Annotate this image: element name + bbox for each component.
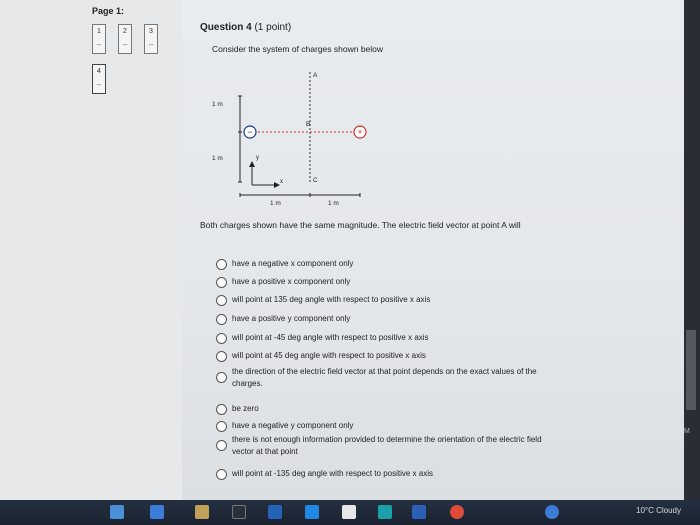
chrome-icon[interactable] [450, 505, 464, 519]
option-label: be zero [232, 404, 259, 413]
dist-bottom-left: 1 m [270, 200, 281, 207]
question-nav-status: -- [96, 82, 102, 89]
option-label: there is not enough information provided to determine the orientation of the electric field vector at that point [232, 435, 542, 456]
radio-button[interactable] [216, 314, 227, 325]
radio-button[interactable] [216, 421, 227, 432]
option-label: will point at -45 deg angle with respect to positive x axis [232, 333, 429, 342]
weather-widget[interactable]: 10°C Cloudy [636, 506, 681, 515]
app-icon[interactable] [378, 505, 392, 519]
dist-bottom-right: 1 m [328, 200, 339, 207]
option-label: have a positive x component only [232, 277, 351, 286]
question-nav-number: 4 [97, 68, 101, 75]
side-mini-text: M [684, 428, 690, 435]
radio-button[interactable] [216, 440, 227, 451]
option-label: will point at -135 deg angle with respect to positive x axis [232, 469, 433, 478]
store-icon[interactable] [268, 505, 282, 519]
radio-button[interactable] [216, 295, 227, 306]
question-points: (1 point) [254, 22, 292, 33]
question-nav-3[interactable] [144, 24, 158, 54]
question-nav-panel [0, 0, 182, 500]
page-label: Page 1: [92, 6, 125, 16]
label-B: B [306, 121, 311, 128]
option-label: have a negative x component only [232, 259, 354, 268]
question-nav-number: 1 [97, 28, 101, 35]
mail-icon[interactable] [305, 505, 319, 519]
negative-charge-sign: − [247, 127, 253, 137]
question-prompt: Consider the system of charges shown below [212, 44, 384, 54]
option-label: will point at 135 deg angle with respect to positive x axis [232, 295, 431, 304]
tray-icon[interactable] [545, 505, 559, 519]
radio-button[interactable] [216, 469, 227, 480]
file-explorer-icon[interactable] [110, 505, 124, 519]
scrollbar-thumb[interactable] [686, 330, 696, 410]
option-label: will point at 45 deg angle with respect to positive x axis [232, 351, 426, 360]
option-label: have a positive y component only [232, 314, 351, 323]
question-nav-number: 2 [123, 28, 127, 35]
document-icon[interactable] [342, 505, 356, 519]
option-label: have a negative y component only [232, 421, 354, 430]
dist-top: 1 m [212, 101, 223, 108]
radio-button[interactable] [216, 351, 227, 362]
question-nav-status: -- [122, 42, 128, 49]
apps-grid-icon[interactable] [232, 505, 246, 519]
dist-mid: 1 m [212, 155, 223, 162]
option-label: the direction of the electric field vector at that point depends on the exact values of the charges. [232, 367, 537, 388]
charge-diagram [200, 62, 400, 212]
question-title [200, 22, 670, 33]
radio-button[interactable] [216, 404, 227, 415]
label-y: y [256, 155, 259, 161]
question-number: Question 4 [200, 22, 252, 33]
question-nav-status: -- [96, 42, 102, 49]
radio-button[interactable] [216, 277, 227, 288]
positive-charge-sign: + [357, 127, 363, 137]
question-stem: Both charges shown have the same magnitude. The electric field vector at point A will [200, 220, 521, 230]
folder-icon[interactable] [195, 505, 209, 519]
question-nav-status: -- [148, 42, 154, 49]
question-nav-4[interactable] [92, 64, 106, 94]
radio-button[interactable] [216, 333, 227, 344]
question-nav-1[interactable] [92, 24, 106, 54]
word-icon[interactable] [412, 505, 426, 519]
window-edge [684, 0, 700, 500]
browser-icon[interactable] [150, 505, 164, 519]
label-x: x [280, 179, 283, 185]
question-nav-number: 3 [149, 28, 153, 35]
radio-button[interactable] [216, 372, 227, 383]
question-nav-2[interactable] [118, 24, 132, 54]
radio-button[interactable] [216, 259, 227, 270]
label-C: C [313, 177, 318, 184]
y-arrowhead [249, 161, 255, 167]
label-A: A [313, 72, 318, 79]
question-header [200, 22, 670, 54]
